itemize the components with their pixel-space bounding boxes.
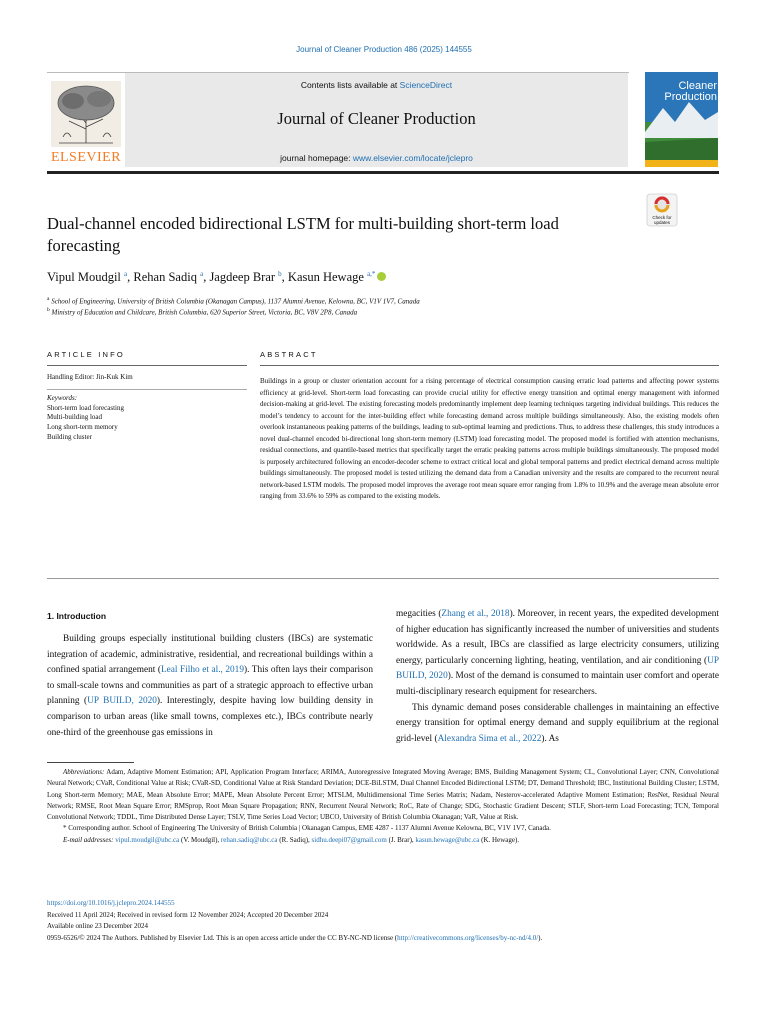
email-link[interactable]: sidhu.deepi07@gmail.com	[311, 835, 387, 844]
journal-reference[interactable]: Journal of Cleaner Production 486 (2025) 144555	[296, 45, 472, 54]
affiliation-mark: b	[47, 307, 50, 313]
affiliation-a	[47, 296, 420, 305]
article-info-heading: ARTICLE INFO	[47, 350, 125, 359]
homepage-prefix: journal homepage:	[280, 153, 353, 163]
info-rule	[47, 365, 247, 366]
license-statement	[47, 933, 719, 945]
doi-link[interactable]: https://doi.org/10.1016/j.jclepro.2024.144555	[47, 899, 175, 907]
author-affiliation-mark[interactable]: a	[200, 270, 204, 278]
sciencedirect-link[interactable]: ScienceDirect	[399, 80, 453, 90]
article-info	[47, 373, 247, 443]
email-link[interactable]: vipul.moudgil@ubc.ca	[115, 835, 180, 844]
homepage-line	[125, 153, 628, 163]
author-affiliation-mark[interactable]: b	[278, 270, 282, 278]
email-owner: (J. Brar),	[386, 835, 416, 844]
email-link[interactable]: rehan.sadiq@ubc.ca	[220, 835, 278, 844]
author-name[interactable]: Rehan Sadiq	[133, 270, 197, 285]
intro-text: This dynamic demand poses considerable challenges in maintaining an effective energy transition for optimal energy demand and supply equilibrium at the regional grid-level (	[396, 702, 719, 744]
citation-link[interactable]: Zhang et al., 2018	[441, 609, 510, 619]
corresponding-author-footnote: * Corresponding author. School of Engineering The University of British Columbia | Okanagan Campus, EME 4287 - 1137 Alumni Avenue Kelowna, BC, V1V 1V7, Canada.	[63, 824, 551, 833]
check-updates-line-2: updates	[653, 220, 670, 225]
cover-title	[651, 81, 717, 103]
citation-link[interactable]: Alexandra Sima et al., 2022	[437, 733, 542, 744]
abstract-heading: ABSTRACT	[260, 350, 318, 359]
affiliation-text: Ministry of Education and Childcare, British Columbia, 620 Superior Street, Victoria, BC, V8V 2P8, Canada	[51, 308, 358, 317]
abbreviations-label: Abbreviations:	[63, 768, 105, 776]
abstract-bottom-rule	[47, 578, 719, 579]
author-list: Vipul Moudgil $^a$, Rehan Sadiq $^a$, Jagdeep Brar $^b$, Kasun Hewage $^{a,*}$	[47, 270, 386, 285]
author-name[interactable]: Jagdeep Brar	[209, 270, 276, 285]
intro-paragraph	[396, 701, 719, 748]
intro-text: ). Moreover, in recent years, the expedited development of higher education has significantly increased the number of universities and students worldwide. As a result, IBCs are classified as large electricity consumers, utilizing energy, particularly concerning lighting, heating, ventilation, and air conditioning (	[396, 609, 719, 666]
info-divider	[47, 389, 247, 390]
check-for-updates-label	[642, 215, 682, 225]
abstract-rule	[260, 365, 719, 366]
intro-text: ). Most of the demand is consumed to maintain user comfort and operate multi-disciplinary research equipment for researchers.	[396, 671, 719, 697]
email-owner: (R. Sadiq),	[277, 835, 312, 844]
journal-name: Journal of Cleaner Production	[277, 109, 476, 128]
intro-left-column	[47, 632, 373, 741]
header-bottom-rule	[47, 171, 719, 174]
footnotes	[47, 767, 719, 846]
keyword: Long short-term memory	[47, 423, 118, 432]
email-footnote	[47, 835, 719, 846]
author-affiliation-mark[interactable]: a,*	[367, 270, 376, 278]
intro-text: Building groups especially institutional building clusters (IBCs) are systematic integration of academic, administrative, residential, and recreational buildings within a confined spatial arrangement (	[47, 634, 373, 676]
cover-title-line-1: Cleaner	[678, 80, 717, 92]
cover-title-line-2: Production	[664, 91, 717, 103]
license-link[interactable]: http://creativecommons.org/licenses/by-nc-nd/4.0/	[397, 933, 539, 942]
abbreviations-text: Adam, Adaptive Moment Estimation; API, Application Program Interface; ARIMA, Autoregressive Integrated Moving Average; BMS, Building Management System; CL, Convolutional Layer; CNN, Convolutional Neural Network; CVaR, Conditional Value at Risk; CVaR-SD, Conditional Value at Risk Standard Deviation; DCE-BiLSTM, Dual Channel Encoded Bidirectional LSTM; DT, Demand Threshold; IBC, Institutional Building Cluster; LSTM, Long Short-term Memory; MAE, Mean Absolute Error; MAPE, Mean Absolute Percent Error; MTSLM, Multidimensional Time Series Matrix; Nadam, Nesterov-accelerated Adaptive Moment Estimation; ResNet, Residual Neural Network; RMSE, Root Mean Square Error; RMSprop, Root Mean Square Propagation; RNN, Recurrent Neural Network; RoC, Rate of Change; SDG, Stochastic Gradient Descent; STLF, Short-term Load Forecasting; TCN, Temporal Convolutional Network; TDDL, Time Distributed Dense Layer; TSLV, Time Series Load Vector; UBCO, University of British Columbia Okanagan; VaR, Value at Risk.	[47, 768, 719, 822]
contents-line	[125, 80, 628, 90]
introduction-heading: 1. Introduction	[47, 611, 107, 621]
intro-text: ). As	[541, 733, 559, 744]
keyword: Multi-building load	[47, 413, 103, 422]
publication-info	[47, 898, 719, 944]
citation-link[interactable]: UP BUILD, 2020	[396, 655, 719, 682]
available-online: Available online 23 December 2024	[47, 922, 148, 930]
affiliation-b	[47, 307, 357, 316]
intro-text: ). This often lays their comparison to small-scale towns and communities as part of a strategic approach to effective urban planning (	[47, 665, 373, 707]
author-name[interactable]: Kasun Hewage	[287, 270, 364, 285]
intro-right-column	[396, 607, 719, 747]
contents-prefix: Contents lists available at	[300, 80, 400, 90]
author-affiliation-mark[interactable]: a	[124, 270, 128, 278]
abstract-text: Buildings in a group or cluster orientation account for a rising percentage of electrical consumption causing erratic load patterns and affecting power systems efficiency at grid-level. Short-term load forecasting can provide crucial utility for effective energy transition and optimal energy management with informed decision-making at grid-level. The existing forecasting models predominantly implement deep learning techniques targeting individual buildings. This reduces the model’s tendency to account for the inter-building effect while forecasting demand across multiple buildings simultaneously. Also, the existing models often overlook instantaneous peaking patterns of the buildings, leading to sub-optimal learning and predictions. Thus, to address these challenges, this study introduces a novel dual-channel encoded bi-directional long short-term memory (LSTM) load forecasting model. The proposed model is fortified with attention mechanisms, residual connections, and quantile-based metrics that specifically target the erratic peaking patterns across multiple buildings simultaneously. The proposed model is purposely architectured following an encoder-decoder scheme to extract critical local and global temporal patterns and predict electrical demand across multiple buildings simultaneously. The proposed model is tested utilizing the demand data from a Canadian university and the results are compared to the recurrent neural network-based LSTM models. The proposed model improves the average root mean square error ranging from 1.8% to 10.9% and the average mean absolute error ranging from 33.6% to 59% as compared to the existing models.	[260, 377, 719, 501]
keywords-label: Keywords:	[47, 393, 78, 402]
homepage-link[interactable]: www.elsevier.com/locate/jclepro	[352, 153, 473, 163]
handling-editor: Handling Editor: Jin-Kuk Kim	[47, 373, 133, 381]
orcid-icon[interactable]	[377, 272, 386, 281]
email-label: E-mail addresses:	[63, 835, 114, 844]
license-text: ).	[538, 933, 543, 942]
author-name[interactable]: Vipul Moudgil	[47, 270, 121, 285]
license-text: 0959-6526/© 2024 The Authors. Published by Elsevier Ltd. This is an open access article under the CC BY-NC-ND license (	[47, 933, 398, 942]
intro-text: megacities (	[396, 609, 442, 619]
affiliation-text: School of Engineering, University of British Columbia (Okanagan Campus), 1137 Alumni Avenue, Kelowna, BC, V1V 1V7, Canada	[51, 297, 420, 306]
email-link[interactable]: kasun.hewage@ubc.ca	[415, 835, 480, 844]
abbreviations-footnote	[47, 767, 719, 823]
received-dates: Received 11 April 2024; Received in revised form 12 November 2024; Accepted 20 December 2024	[47, 910, 329, 919]
citation-link[interactable]: UP BUILD, 2020	[87, 696, 157, 707]
keyword: Building cluster	[47, 432, 92, 441]
paper-title: Dual-channel encoded bidirectional LSTM for multi-building short-term load forecasting	[47, 214, 559, 255]
intro-text: ). Interestingly, despite having low building density in comparison to urban areas (like small towns, complexes etc.), IBCs contribute nearly one-third of the greenhouse gas emissions in	[47, 696, 373, 738]
affiliation-mark: a	[47, 296, 50, 302]
footnote-rule	[47, 762, 134, 763]
elsevier-wordmark: ELSEVIER	[50, 150, 122, 165]
citation-link[interactable]: Leal Filho et al., 2019	[160, 665, 244, 676]
check-updates-line-1: Check for	[652, 215, 672, 220]
intro-paragraph	[396, 607, 719, 701]
email-owner: (K. Hewage).	[479, 835, 520, 844]
keyword: Short-term load forecasting	[47, 403, 124, 412]
email-owner: (V. Moudgil),	[179, 835, 221, 844]
